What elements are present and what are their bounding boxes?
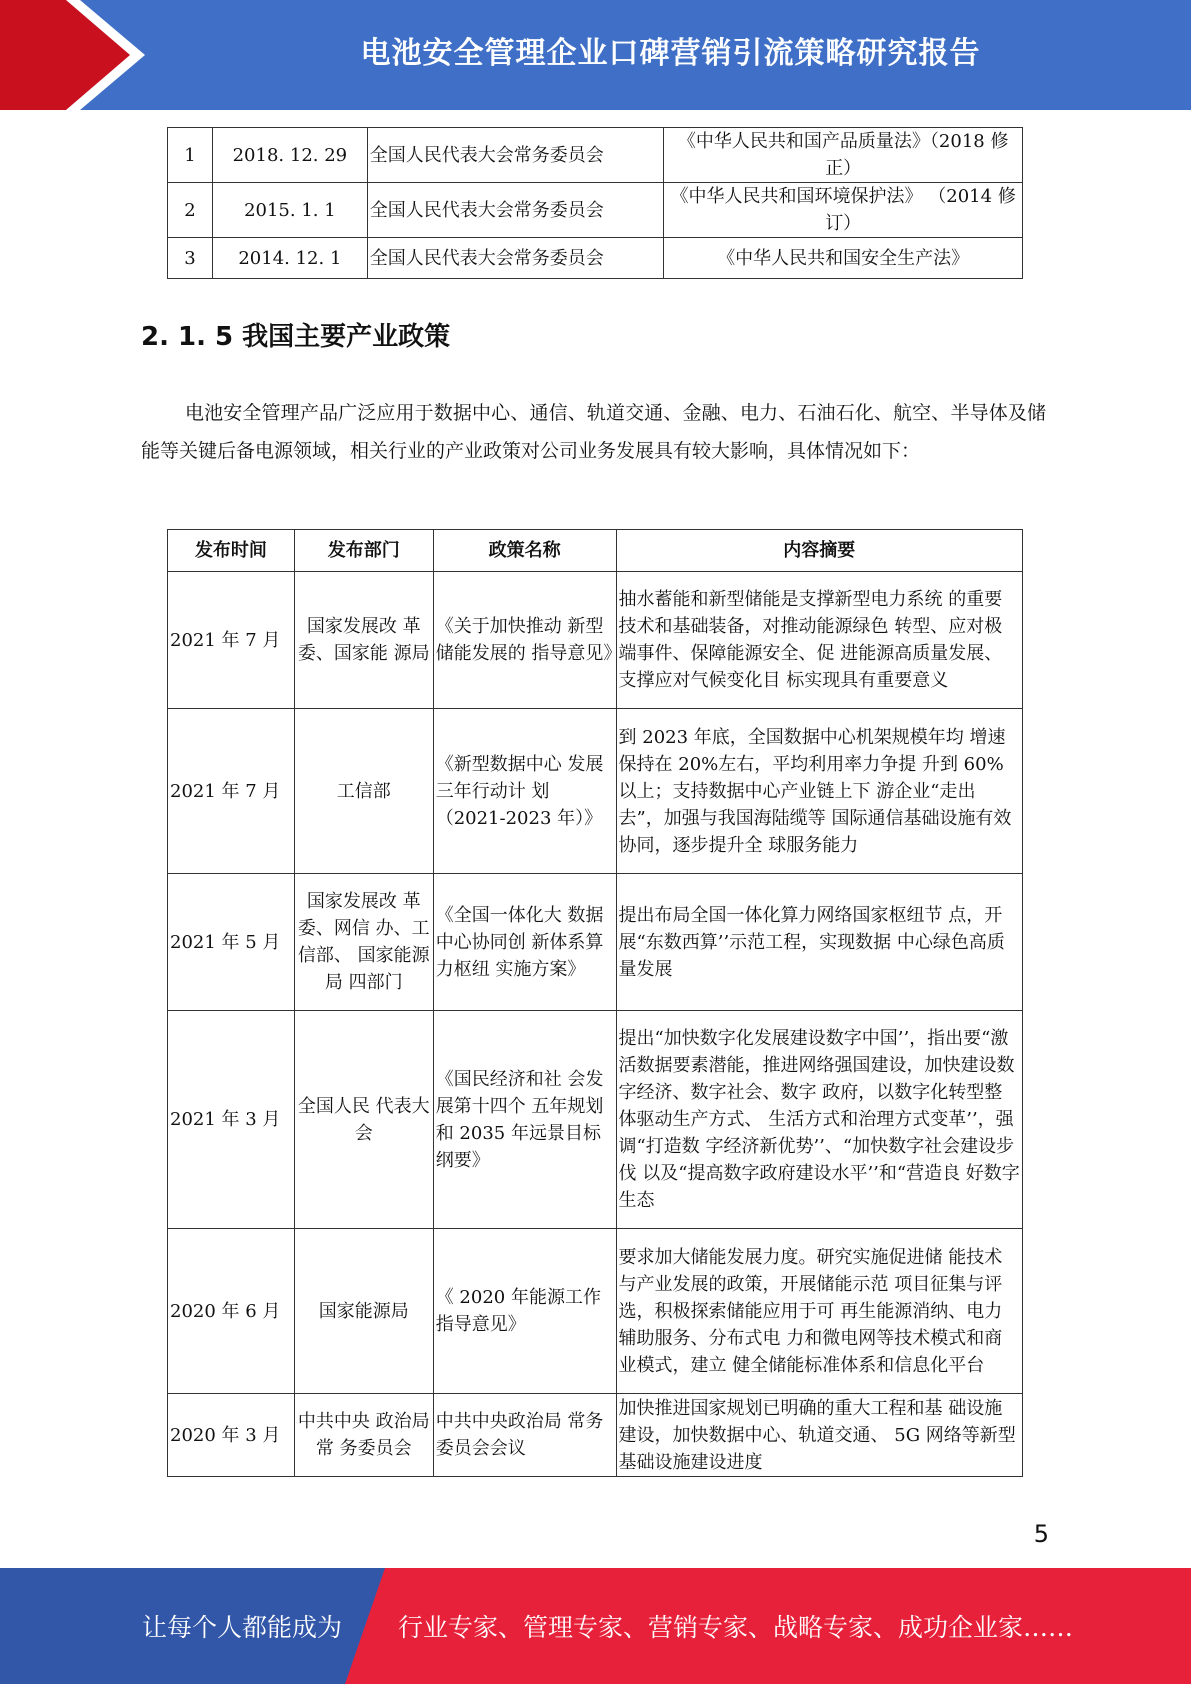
- table-cell: 2021 年 5 月: [168, 874, 295, 1011]
- table-cell: 3: [168, 238, 213, 279]
- table-row: [168, 709, 1023, 874]
- table-cell: 全国人民代表大会常务委员会: [367, 128, 664, 183]
- table-row: [168, 572, 1023, 709]
- table-cell: 加快推进国家规划已明确的重大工程和基 础设施建设，加快数据中心、轨道交通、 5G 网络等新型基础设施建设进度: [616, 1394, 1022, 1477]
- column-header: 发布时间: [168, 530, 295, 572]
- report-title: 电池安全管理企业口碑营销引流策略研究报告: [360, 36, 981, 71]
- table-cell: 《中华人民共和国环境保护法》 （2014 修订）: [664, 183, 1023, 238]
- table-cell: 1: [168, 128, 213, 183]
- table-cell: 提出布局全国一体化算力网络国家枢纽节 点，开展“东数西算’’示范工程，实现数据 中心绿色高质量发展: [616, 874, 1022, 1011]
- footer-slogan-right: 行业专家、管理专家、营销专家、战略专家、成功企业家……: [398, 1613, 1074, 1642]
- table-cell: 提出“加快数字化发展建设数字中国’’，指出要“激活数据要素潜能，推进网络强国建设，加快建设数字经济、数字社会、数字 政府，以数字化转型整体驱动生产方式、 生活方式和治理方式变革’’，强调“打造数 字经济新优势’’、“加快数字社会建设步伐 以及“提高数字政府建设水平’’和“营造良 好数字生态: [616, 1011, 1022, 1229]
- table-cell: 《国民经济和社 会发展第十四个 五年规划和 2035 年远景目标纲要》: [433, 1011, 616, 1229]
- intro-paragraph: 电池安全管理产品广泛应用于数据中心、通信、轨道交通、金融、电力、石油石化、航空、半导体及储能等关键后备电源领域，相关行业的产业政策对公司业务发展具有较大影响，具体情况如下：: [141, 402, 1046, 462]
- table-cell: 《关于加快推动 新型储能发展的 指导意见》: [433, 572, 616, 709]
- table-cell: 2021 年 3 月: [168, 1011, 295, 1229]
- page-header: [0, 0, 1191, 110]
- table-cell: 2020 年 3 月: [168, 1394, 295, 1477]
- table-cell: 2: [168, 183, 213, 238]
- table-header-row: [168, 530, 1023, 572]
- table-cell: 全国人民代表大会常务委员会: [367, 183, 664, 238]
- table-cell: 《中华人民共和国安全生产法》: [664, 238, 1023, 279]
- page-footer: [0, 1568, 1191, 1684]
- table-cell: 工信部: [294, 709, 433, 874]
- column-header: 内容摘要: [616, 530, 1022, 572]
- table-cell: 到 2023 年底，全国数据中心机架规模年均 增速保持在 20%左右，平均利用率力争提 升到 60%以上；支持数据中心产业链上下 游企业“走出去”，加强与我国海陆缆等 国际通信基础设施有效协同，逐步提升全 球服务能力: [616, 709, 1022, 874]
- table-cell: 要求加大储能发展力度。研究实施促进储 能技术与产业发展的政策，开展储能示范 项目征集与评选，积极探索储能应用于可 再生能源消纳、电力辅助服务、分布式电 力和微电网等技术模式和商业模式，建立 健全储能标准体系和信息化平台: [616, 1229, 1022, 1394]
- table-cell: 2020 年 6 月: [168, 1229, 295, 1394]
- table-cell: 2014. 12. 1: [212, 238, 367, 279]
- laws-table: [167, 127, 1023, 279]
- table-cell: 中共中央 政治局常 务委员会: [294, 1394, 433, 1477]
- table-row: [168, 1229, 1023, 1394]
- policy-table: [167, 529, 1023, 1477]
- table-cell: 中共中央政治局 常务委员会会议: [433, 1394, 616, 1477]
- table-cell: 国家发展改 革委、网信 办、工信部、 国家能源局 四部门: [294, 874, 433, 1011]
- table-row: [168, 238, 1023, 279]
- table-cell: 2018. 12. 29: [212, 128, 367, 183]
- page-number: 5: [1033, 1520, 1049, 1548]
- table-row: [168, 1011, 1023, 1229]
- column-header: 政策名称: [433, 530, 616, 572]
- section-heading: 2. 1. 5 我国主要产业政策: [141, 322, 451, 352]
- footer-slogan-left: 让每个人都能成为: [142, 1613, 343, 1642]
- table-cell: 国家发展改 革委、国家能 源局: [294, 572, 433, 709]
- table-row: [168, 1394, 1023, 1477]
- table-cell: 2015. 1. 1: [212, 183, 367, 238]
- table-cell: 全国人民代表大会常务委员会: [367, 238, 664, 279]
- column-header: 发布部门: [294, 530, 433, 572]
- header-arrow-decoration: [0, 0, 150, 110]
- table-cell: 《新型数据中心 发展三年行动计 划（2021-2023 年）》: [433, 709, 616, 874]
- table-cell: 《 2020 年能源工作指导意见》: [433, 1229, 616, 1394]
- table-cell: 抽水蓄能和新型储能是支撑新型电力系统 的重要技术和基础装备，对推动能源绿色 转型、应对极端事件、保障能源安全、促 进能源高质量发展、支撑应对气候变化目 标实现具有重要意义: [616, 572, 1022, 709]
- table-cell: 《全国一体化大 数据中心协同创 新体系算力枢纽 实施方案》: [433, 874, 616, 1011]
- table-row: [168, 128, 1023, 183]
- table-cell: 2021 年 7 月: [168, 572, 295, 709]
- table-cell: 《中华人民共和国产品质量法》（2018 修正）: [664, 128, 1023, 183]
- table-row: [168, 874, 1023, 1011]
- table-cell: 2021 年 7 月: [168, 709, 295, 874]
- table-row: [168, 183, 1023, 238]
- table-cell: 国家能源局: [294, 1229, 433, 1394]
- table-cell: 全国人民 代表大会: [294, 1011, 433, 1229]
